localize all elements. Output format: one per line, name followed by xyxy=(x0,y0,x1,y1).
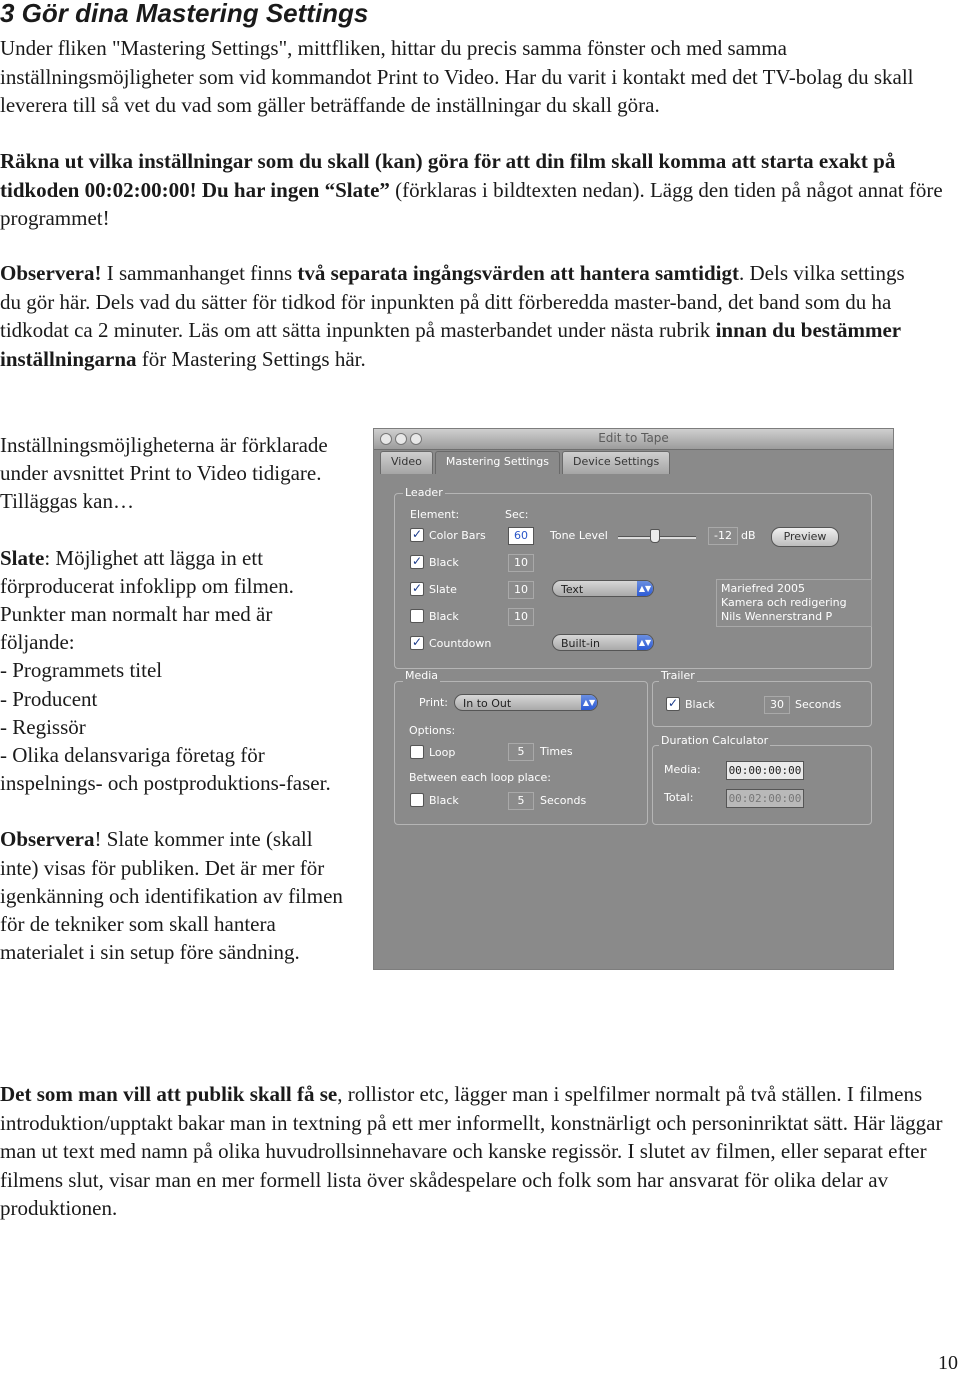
print-popup[interactable] xyxy=(454,694,598,711)
color-bars-checkbox[interactable]: ✓ xyxy=(411,527,423,541)
sidebar-text xyxy=(0,431,352,966)
black-leader-2-sec-input[interactable]: 10 xyxy=(508,608,534,626)
countdown-checkbox[interactable]: ✓ xyxy=(411,635,423,649)
trailer-black-checkbox[interactable]: ✓ xyxy=(667,696,679,710)
window-titlebar xyxy=(374,429,893,450)
between-loop-label: Between each loop place: xyxy=(409,771,551,784)
observe-label: Observera! xyxy=(0,261,102,285)
tone-unit-label: dB xyxy=(741,529,756,542)
trailer-label: Trailer xyxy=(661,669,695,682)
slate-sec-input[interactable]: 10 xyxy=(508,581,534,599)
media-duration-label: Media: xyxy=(664,763,701,776)
black-leader-2-checkbox[interactable] xyxy=(410,609,424,623)
trailer-black-label: Black xyxy=(685,698,715,711)
tone-level-input[interactable]: -12 xyxy=(708,527,738,545)
slate-description xyxy=(0,544,352,657)
bottom-text: , rollistor etc, lägger man i spelfilmer normalt på två ställen. I filmens introduktion/upptakt bakar man in textning på ett mer informellt, konstnärligt och personinriktat sätt. Här läggar man ut text med namn på olika huvudrollsinnehavare och kanske regissör. I slutet av filmen, eller separat efter filmens slut, visar man en mer formell lista över skådespelare och folk som har ansvarat för olika delar av produktionen. xyxy=(0,1082,943,1220)
tab-video[interactable]: Video xyxy=(380,451,433,474)
loop-times-input[interactable]: 5 xyxy=(508,743,534,761)
slate-item: - Regissör xyxy=(0,714,86,739)
calc-rest: (förklaras i bildtexten nedan). Lägg den tiden på något annat före programmet! xyxy=(0,177,943,230)
slate-item: - Olika delansvariga företag för inspelnings- och postproduktions-faser. xyxy=(0,743,331,796)
preview-button[interactable]: Preview xyxy=(771,527,839,547)
observe-text-2: . Dels vilka settings du gör här. Dels vad du sätter för tidkod för inpunkten på ditt förberedda master-band, det band som du ha tidkodat ca 2 minuter. Läs om att sätta inpunkten på masterbandet under nästa rubrik xyxy=(0,261,905,342)
loop-black-checkbox[interactable] xyxy=(410,793,424,807)
window-tabs xyxy=(380,451,672,473)
color-bars-label: Color Bars xyxy=(429,529,486,542)
slate-observe-text: ! Slate kommer inte (skall inte) visas för publiken. Det är mer för igenkänning och identifikation av filmen för de tekniker som skall hantera materialet i sin setup före sändning. xyxy=(0,827,343,965)
slate-text-line: Nils Wennerstrand P xyxy=(721,610,833,623)
black-leader-label: Black xyxy=(429,556,459,569)
window-title: Edit to Tape xyxy=(598,431,669,445)
media-duration-field: 00:00:00:00 xyxy=(726,761,804,780)
total-duration-label: Total: xyxy=(664,791,694,804)
media-label: Media xyxy=(405,669,439,682)
total-duration-field: 00:02:00:00 xyxy=(726,789,804,808)
slate-type-popup[interactable] xyxy=(552,580,654,597)
slate-definition: : Möjlighet att lägga in ett förproducerat infoklipp om filmen. Punkter man normalt har med är följande: xyxy=(0,545,294,655)
print-label: Print: xyxy=(419,696,449,709)
slate-text-area[interactable] xyxy=(716,579,872,627)
calc-bold: Räkna ut vilka inställningar som du skall (kan) göra för att din film skall komma att starta exakt på tidkoden 00:02:00:00! Du har ingen “Slate” xyxy=(0,149,896,202)
duration-calculator-label: Duration Calculator xyxy=(661,734,769,747)
tone-level-slider-knob[interactable] xyxy=(650,529,660,543)
black-leader-2-label: Black xyxy=(429,610,459,623)
tab-device-settings[interactable]: Device Settings xyxy=(562,451,670,474)
edit-to-tape-window xyxy=(373,428,894,970)
slate-observe xyxy=(0,825,352,966)
observe-text-1: I sammanhanget finns xyxy=(101,261,298,285)
page-number: 10 xyxy=(938,1352,958,1374)
popup-arrows-icon: ▲▼ xyxy=(637,635,653,650)
times-label: Times xyxy=(540,745,573,758)
intro-paragraph: Under fliken "Mastering Settings", mittfliken, hittar du precis samma fönster och med samma inställningsmöjligheter som vid kommandot Print to Video. Har du varit i kontakt med det TV-bolag du skall leverera till så vet du vad som gäller beträffande de inställningar du skall göra. xyxy=(0,36,914,117)
countdown-label: Countdown xyxy=(429,637,492,650)
tone-level-label: Tone Level xyxy=(550,529,608,542)
slate-checkbox[interactable]: ✓ xyxy=(411,581,423,595)
duration-calculator-group xyxy=(652,745,872,825)
slate-term: Slate xyxy=(0,545,45,570)
slate-text-line: Kamera och redigering xyxy=(721,596,847,609)
options-label: Options: xyxy=(409,724,456,737)
slate-item: - Producent xyxy=(0,686,98,711)
color-bars-sec-input[interactable]: 60 xyxy=(508,527,534,545)
observe-paragraph xyxy=(0,259,930,373)
element-column-label: Element: xyxy=(410,508,460,521)
slate-label: Slate xyxy=(429,583,457,596)
popup-arrows-icon: ▲▼ xyxy=(637,581,653,596)
black-leader-sec-input[interactable]: 10 xyxy=(508,554,534,572)
sidebar-intro: Inställningsmöjligheterna är förklarade under avsnittet Print to Video tidigare. Tilläggas kan… xyxy=(0,433,328,514)
black-leader-checkbox[interactable]: ✓ xyxy=(411,554,423,568)
slate-type-value: Text xyxy=(561,583,584,596)
observe-bold-2: två separata ingångsvärden att hantera samtidigt xyxy=(297,261,739,285)
tab-mastering-settings[interactable]: Mastering Settings xyxy=(435,451,560,474)
leader-label: Leader xyxy=(405,486,443,499)
section-heading: 3 Gör dina Mastering Settings xyxy=(0,0,369,28)
countdown-type-popup[interactable] xyxy=(552,634,654,651)
loop-black-label: Black xyxy=(429,794,459,807)
loop-seconds-label: Seconds xyxy=(540,794,587,807)
print-value: In to Out xyxy=(463,697,512,710)
loop-label: Loop xyxy=(429,746,456,759)
bottom-bold: Det som man vill att publik skall få se xyxy=(0,1082,338,1106)
slate-observe-label: Observera xyxy=(0,827,95,852)
bottom-paragraph xyxy=(0,1080,950,1223)
observe-bold-3: innan du bestämmer inställningarna xyxy=(0,318,901,371)
popup-arrows-icon: ▲▼ xyxy=(581,695,597,710)
calc-paragraph xyxy=(0,147,955,233)
loop-checkbox[interactable] xyxy=(410,745,424,759)
slate-text-line: Mariefred 2005 xyxy=(721,582,805,595)
countdown-type-value: Built-in xyxy=(561,637,600,650)
observe-text-3: för Mastering Settings här. xyxy=(136,346,366,371)
loop-black-seconds-input[interactable]: 5 xyxy=(508,792,534,810)
trailer-black-seconds-input[interactable]: 30 xyxy=(764,696,790,714)
sec-column-label: Sec: xyxy=(505,508,529,521)
slate-item: - Programmets titel xyxy=(0,658,163,683)
trailer-seconds-label: Seconds xyxy=(795,698,842,711)
